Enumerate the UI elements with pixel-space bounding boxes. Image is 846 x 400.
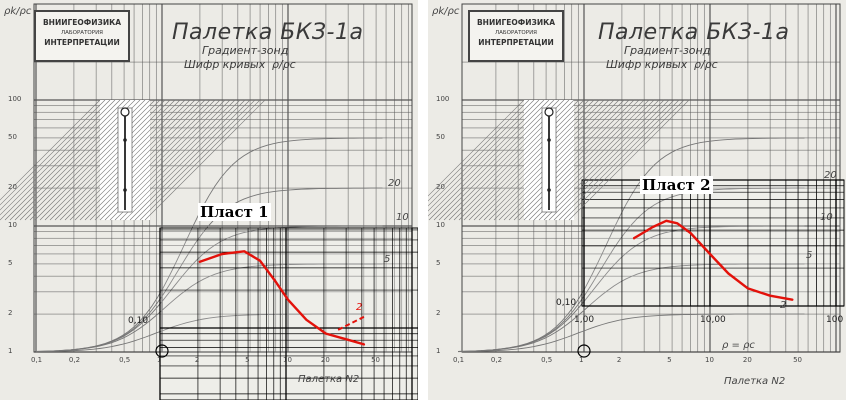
lab-line3: ИНТЕРПРЕТАЦИИ [478,38,554,47]
probe-diagram [0,100,265,220]
palette-title: Палетка БКЗ-1а [598,20,790,45]
y-tick-label: 20 [8,183,17,192]
y-tick-label: 100 [436,95,450,103]
x-tick-label: 2 [194,356,200,364]
electrode-dot [547,138,551,142]
x-tick-label: 1 [157,356,162,364]
curve-label-10: 10 [820,212,833,223]
overlay-y-label: 0,10 [556,298,577,308]
y-tick-label: 50 [436,132,445,141]
x-tick-label: 1 [579,356,584,364]
x-tick-label: 0,2 [490,356,503,364]
y-tick-label: 20 [436,183,445,192]
overlay-sheet [582,180,844,306]
electrode-dot [123,188,127,192]
y-tick-label: 100 [8,95,22,103]
x-tick-label: 0,2 [68,356,81,364]
hatch-line [0,100,105,220]
curve-label-5: 5 [806,250,813,261]
x-tick-label: 0,1 [453,356,465,364]
palette-title: Палетка БКЗ-1а [172,20,364,45]
palette-cipher: Шифр кривых [606,58,688,71]
y-tick-label: 10 [436,221,445,229]
electrode-dot [123,138,127,142]
y-axis-label: ρk/ρc [4,6,32,17]
y-tick-label: 1 [8,347,13,355]
palette-sheet-right [428,0,846,400]
curve-label-2: 2 [356,302,363,313]
x-tick-label: 0,5 [119,356,131,364]
palette-cipher-ratio: ρ/ρc [272,58,296,71]
y-axis-label: ρk/ρc [432,6,460,17]
sheet-label: Пласт 2 [642,176,711,194]
x-tick-label: 0,1 [31,356,43,364]
palette-subtitle: Градиент-зонд [202,44,289,57]
overlay-sheet [160,228,418,400]
lab-stamp [468,10,564,62]
x-tick-label: 10 [283,356,292,364]
lab-org: ВНИИГЕОФИЗИКА [42,18,122,27]
x-tick-label: 5 [245,356,250,364]
palette-cipher: Шифр кривых [184,58,266,71]
curve-label-20: 20 [388,178,401,189]
sheet-label: Пласт 1 [200,203,269,221]
y-tick-label: 10 [8,221,17,229]
y-tick-label: 2 [8,309,13,318]
lab-line3: ИНТЕРПРЕТАЦИИ [44,38,120,47]
curve-label-20: 20 [824,170,837,181]
x-tick-label: 2 [616,356,622,364]
curve-label-5: 5 [384,254,391,265]
curve-label-2: 2 [780,300,787,311]
y-tick-label: 2 [436,309,441,318]
overlay-label: 0,10 [128,316,149,326]
palette-sheet-left [0,0,418,400]
lab-line2: ЛАБОРАТОРИЯ [494,30,538,36]
x-tick-label: 50 [793,356,802,364]
overlay-x-label-1: 1,00 [574,315,595,325]
palette-cipher-ratio: ρ/ρc [694,58,718,71]
lab-org: ВНИИГЕОФИЗИКА [476,18,556,27]
curve-label-10: 10 [396,212,409,223]
x-tick-label: 20 [742,356,752,364]
y-tick-label: 1 [436,347,441,355]
lab-stamp [34,10,130,62]
y-tick-label: 5 [436,258,441,267]
electrode-dot [547,188,551,192]
palette-subtitle: Градиент-зонд [624,44,711,57]
x-tick-label: 50 [371,356,380,364]
overlay-x-label-10: 10,00 [700,315,726,325]
rho-equals-label: ρ = ρc [722,340,755,351]
y-tick-label: 50 [8,132,17,141]
x-tick-label: 0,5 [541,356,553,364]
lab-line2: ЛАБОРАТОРИЯ [60,30,104,36]
palette-footer: Палетка N2 [298,374,360,385]
x-tick-label: 5 [667,356,672,364]
y-tick-label: 5 [8,258,13,267]
overlay-x-label-100: 100 [826,315,844,325]
x-tick-label: 10 [705,356,714,364]
x-tick-label: 20 [320,356,330,364]
palette-footer: Палетка N2 [724,376,786,387]
